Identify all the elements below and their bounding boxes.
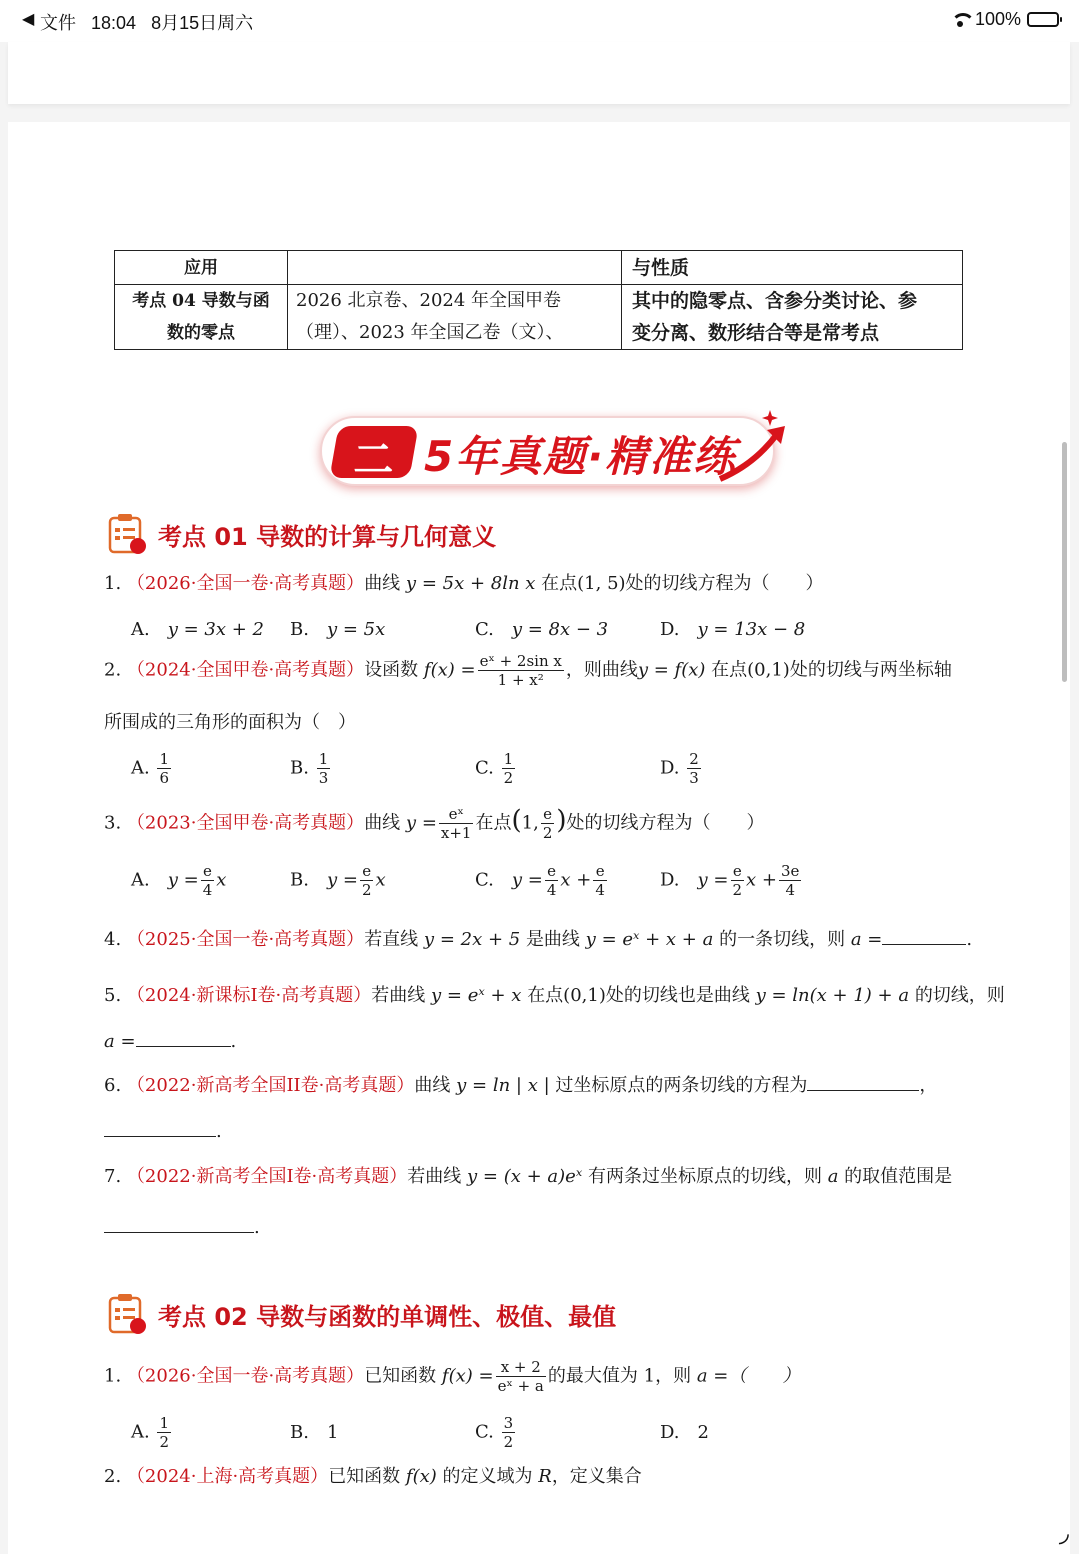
option-a[interactable]: A. $\frac{1}{2}$ [131,1414,170,1451]
question-2: 2. （2024·全国甲卷·高考真题）设函数 f(x) = $\frac{\text{eˣ + 2sin x}}{\text{1 + x²}}$ ，则曲线y = f(x) 在点(0,1)处的切线与两坐标轴 [104,652,952,689]
banner-title: 5年真题·精准练 [424,432,738,481]
table-cell: 2026 北京卷、2024 年全国甲卷 （理）、2023 年全国乙卷（文）、 [288,285,622,350]
table-cell: 与性质 [622,251,963,285]
table-cell: 考点 04 导数与函 数的零点 [115,285,288,350]
answer-blank[interactable] [807,1073,919,1091]
question-2: 2. （2024·上海·高考真题）已知函数 f(x) 的定义域为 R，定义集合 [104,1466,642,1487]
answer-blank[interactable] [104,1119,216,1137]
option-c[interactable]: C. $\frac{1}{2}$ [475,750,514,787]
option-a[interactable]: A. y = 3x + 2 [131,619,265,640]
status-time: 18:04 [91,13,137,33]
clipboard-icon [104,1292,148,1336]
status-date: 8月15日周六 [151,13,254,33]
option-d[interactable]: D. $\frac{2}{3}$ [660,750,699,787]
arrow-icon [715,404,790,494]
document-page[interactable] [8,122,1070,1554]
option-d[interactable]: D. y = 13x − 8 [660,619,806,640]
option-a[interactable]: A. $\frac{1}{6}$ [131,750,170,787]
battery-percent: 100% [974,9,1021,29]
section-heading [104,1292,616,1336]
table-cell: 其中的隐零点、含参分类讨论、参 变分离、数形结合等是常考点 [622,285,963,350]
option-c[interactable]: C. y = 8x − 3 [475,619,609,640]
question-4: 4. （2025·全国一卷·高考真题）若直线 y = 2x + 5 是曲线 y = eˣ + x + a 的一条切线，则 a = . [104,929,973,950]
option-c[interactable]: C. y = $\frac{e}{4}$ x + $\frac{e}{4}$ [475,862,605,899]
section-heading [104,512,496,556]
table-cell: 应用 [115,251,288,285]
option-b[interactable]: B. 1 [290,1422,339,1443]
status-left [40,9,263,35]
answer-blank[interactable] [136,1029,231,1047]
option-d[interactable]: D. y = $\frac{e}{2}$ x + $\frac{3e}{4}$ [660,862,800,899]
answer-blank[interactable] [104,1215,254,1233]
question-3: 3. （2023·全国甲卷·高考真题）曲线 y = $\frac{\text{eˣ}}{x+1}$ 在点(1, $\frac{e}{2}$ )处的切线方程为（ ） [104,805,765,842]
option-c[interactable]: C. $\frac{3}{2}$ [475,1414,514,1451]
status-bar [0,0,1079,42]
summary-table [114,250,963,350]
battery-icon [1027,12,1059,27]
clipboard-icon [104,512,148,556]
option-b[interactable]: B. y = 5x [290,619,386,640]
section-title: 考点 01 导数的计算与几何意义 [158,522,497,551]
question-7-cont: . [104,1214,260,1242]
question-2-cont: 所围成的三角形的面积为（ ） [104,712,356,733]
table-cell [288,251,622,285]
back-icon[interactable]: ◀ [22,11,35,28]
scrollbar[interactable] [1062,442,1067,682]
section-title: 考点 02 导数与函数的单调性、极值、最值 [158,1302,617,1331]
section-banner [320,404,790,494]
status-right [951,9,1059,30]
question-1: 1. （2026·全国一卷·高考真题）曲线 y = 5x + 8ln x 在点(1, 5)处的切线方程为（ ） [104,573,824,594]
question-7: 7. （2022·新高考全国I卷·高考真题）若曲线 y = (x + a)eˣ 有两条过坐标原点的切线，则 a 的取值范围是 [104,1166,953,1187]
back-app-label[interactable]: 文件 [40,13,76,33]
resize-corner-icon[interactable]: ◞ [1058,1518,1069,1548]
option-a[interactable]: A. y = $\frac{e}{4}$ x [131,862,227,899]
banner-badge: 二 [329,426,418,478]
answer-blank[interactable] [882,927,966,945]
question-1: 1. （2026·全国一卷·高考真题）已知函数 f(x) = $\frac{x + 2}{\text{eˣ + a}}$ 的最大值为 1，则 a =（ ） [104,1358,801,1395]
previous-page-bottom [8,42,1070,104]
question-6-cont: . [104,1118,222,1146]
question-5: 5. （2024·新课标I卷·高考真题）若曲线 y = eˣ + x 在点(0,1)处的切线也是曲线 y = ln(x + 1) + a 的切线，则 [104,985,1005,1006]
question-5-cont: a = . [104,1031,237,1052]
option-b[interactable]: B. y = $\frac{e}{2}$ x [290,862,386,899]
wifi-icon [951,13,969,27]
option-d[interactable]: D. 2 [660,1422,709,1443]
option-b[interactable]: B. $\frac{1}{3}$ [290,750,329,787]
question-6: 6. （2022·新高考全国II卷·高考真题）曲线 y = ln | x | 过坐标原点的两条切线的方程为 ， [104,1075,938,1096]
